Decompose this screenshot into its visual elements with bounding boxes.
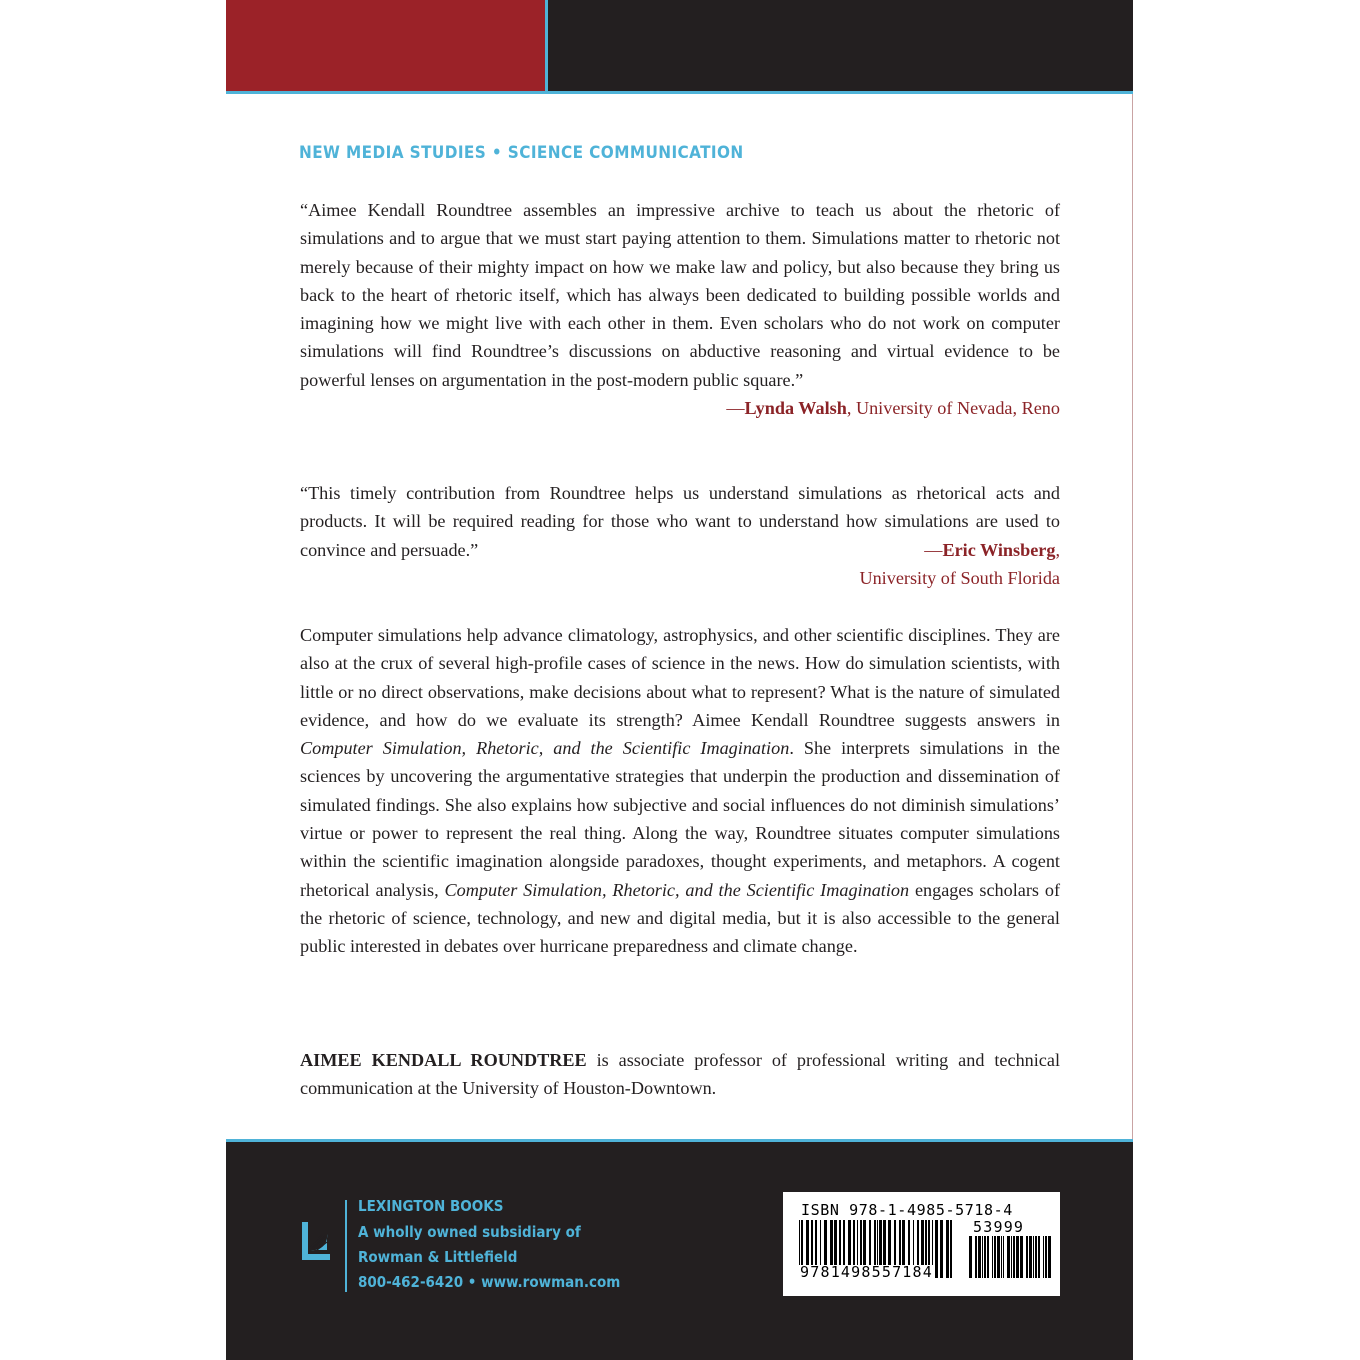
isbn-barcode	[783, 1192, 1060, 1296]
quote-2-dash: —	[924, 539, 943, 560]
quote-2-text: “This timely contribution from Roundtree helps us understand simulations as rhetorical acts and products. It will be required reading for those who want to understand how simulations are used to convince and persuade.”	[300, 483, 1060, 560]
ean-number: 9781498557184	[800, 1263, 933, 1281]
description-part-3: engages scholars of the rhetoric of science, technology, and new and digital media, but it is also accessible to the general public interested in debates over hurricane preparedness and climate change.	[300, 879, 1061, 957]
quote-2-attribution	[924, 536, 1060, 564]
quote-1-affiliation: , University of Nevada, Reno	[846, 398, 1060, 419]
right-edge-line	[1132, 94, 1133, 1140]
quote-1-author: Lynda Walsh	[744, 398, 847, 419]
quote-2-author: Eric Winsberg	[942, 539, 1056, 560]
quote-1-text: “Aimee Kendall Roundtree assembles an impressive archive to teach us about the rhetoric of simulations and to argue that we must start paying attention to them. Simulations matter to rhetoric not merely because of their mighty impact on how we make law and policy, but also because they bring us back to the heart of rhetoric itself, which has always been dedicated to building possible worlds and imagining how we might live with each other in them. Even scholars who do not work on computer simulations will find Roundtree’s discussions on abductive reasoning and virtual evidence to be powerful lenses on argumentation in the post-modern public square.”	[300, 200, 1060, 390]
lexington-books-logo-icon	[300, 1220, 332, 1262]
book-title-2: Computer Simulation, Rhetoric, and the Scientific Imagination	[444, 879, 910, 900]
publisher-name: LEXINGTON BOOKS	[358, 1197, 504, 1215]
author-name: AIMEE KENDALL ROUNDTREE	[300, 1050, 587, 1070]
top-blue-rule	[226, 91, 1133, 94]
quote-2-affiliation: University of South Florida	[859, 567, 1060, 588]
publisher-line-2: A wholly owned subsidiary of	[358, 1223, 581, 1241]
top-black-band	[548, 0, 1133, 91]
quote-1-attribution	[300, 394, 1060, 422]
description-part-2: . She interprets simulations in the sciences by uncovering the argumentative strategies that underpin the production and dissemination of simulated findings. She also explains how subjective and social influences do not diminish simulations’ virtue or power to represent the real thing. Along the way, Roundtree situates computer simulations within the scientific imagination alongside paradoxes, thought experiments, and metaphors. A cogent rhetorical analysis,	[300, 738, 1061, 900]
quote-1-dash: —	[726, 398, 745, 419]
subject-category: NEW MEDIA STUDIES • SCIENCE COMMUNICATION	[299, 143, 744, 163]
isbn-number: ISBN 978-1-4985-5718-4	[801, 1201, 1013, 1219]
price-code: 53999	[973, 1218, 1025, 1236]
description-part-1: Computer simulations help advance climatology, astrophysics, and other scientific disciplines. They are also at the crux of several high-profile cases of science in the news. How do simulation scientists, with little or no direct observations, make decisions about what to represent? What is the nature of simulated evidence, and how do we evaluate its strength? Aimee Kendall Roundtree suggests answers in	[300, 625, 1060, 730]
author-bio-text: is associate professor of professional writing and technical communication at the University of Houston-Downtown.	[300, 1050, 1061, 1099]
book-description	[300, 621, 1060, 961]
publisher-contact: 800-462-6420 • www.rowman.com	[358, 1273, 621, 1291]
publisher-divider	[345, 1200, 347, 1292]
top-red-band	[226, 0, 545, 91]
endorsement-quote-2	[300, 479, 1060, 592]
quote-2-comma: ,	[1055, 539, 1060, 560]
book-title-1: Computer Simulation, Rhetoric, and the Scientific Imagination	[300, 738, 790, 759]
publisher-line-3: Rowman & Littlefield	[358, 1248, 518, 1266]
author-bio	[300, 1046, 1060, 1103]
endorsement-quote-1	[300, 196, 1060, 422]
back-cover	[226, 0, 1133, 1360]
